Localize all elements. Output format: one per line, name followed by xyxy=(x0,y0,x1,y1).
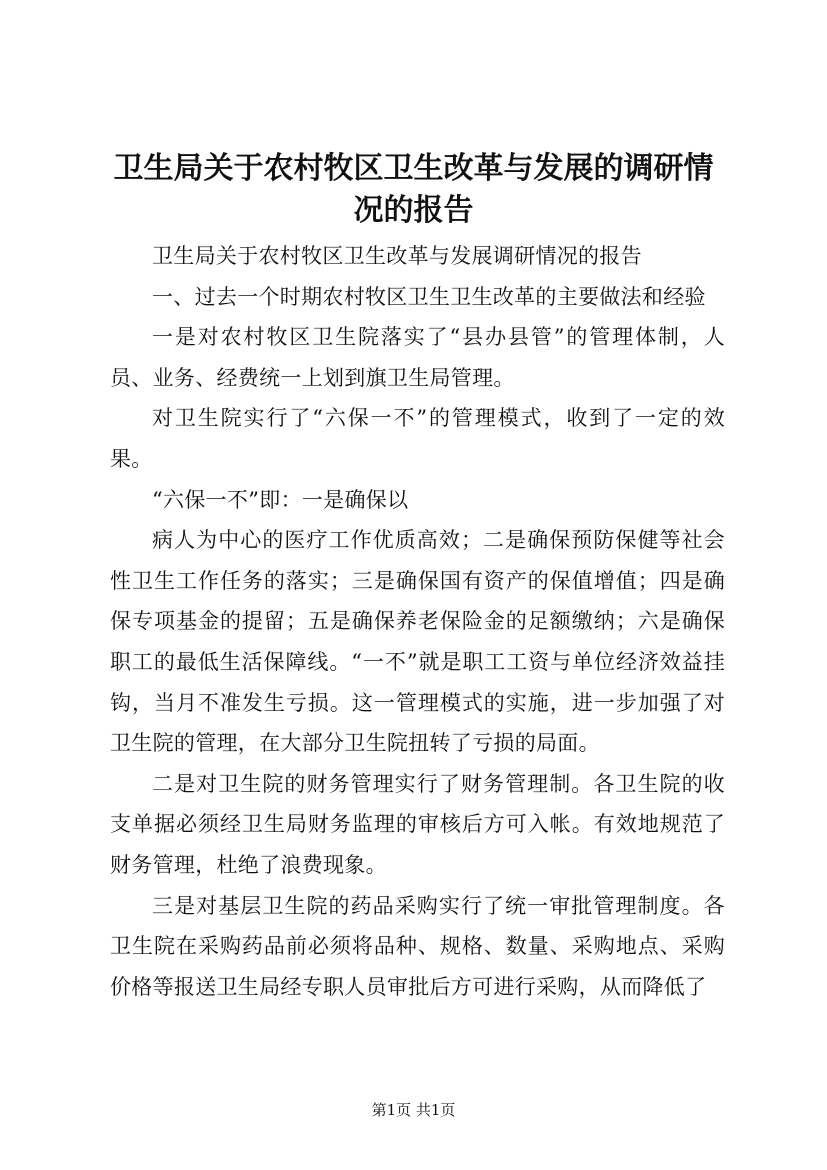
paragraph-section-heading: 一、过去一个时期农村牧区卫生卫生改革的主要做法和经验 xyxy=(152,284,706,309)
paragraph-4: 病人为中心的医疗工作优质高效；二是确保预防保健等社会性卫生工作任务的落实；三是确保国有资产的保值增值；四是确保专项基金的提留；五是确保养老保险金的足额缴纳；六是确保职工的最低生活保障线。“一不”就是职工工资与单位经济效益挂钩，当月不准发生亏损。这一管理模式的实施，进一步加强了对卫生院的管理，在大部分卫生院扭转了亏损的局面。 xyxy=(110,528,725,756)
document-body xyxy=(110,236,725,1007)
document-title: 卫生局关于农村牧区卫生改革与发展的调研情况的报告 xyxy=(113,151,714,228)
paragraph-2: 对卫生院实行了“六保一不”的管理模式，收到了一定的效果。 xyxy=(110,406,725,471)
paragraph-3: “六保一不”即：一是确保以 xyxy=(152,487,409,512)
paragraph-1: 一是对农村牧区卫生院落实了“县办县管”的管理体制，人员、业务、经费统一上划到旗卫生局管理。 xyxy=(110,325,725,390)
paragraph-6: 三是对基层卫生院的药品采购实行了统一审批管理制度。各卫生院在采购药品前必须将品种、规格、数量、采购地点、采购价格等报送卫生局经专职人员审批后方可进行采购，从而降低了 xyxy=(110,893,725,999)
paragraph-subtitle: 卫生局关于农村牧区卫生改革与发展调研情况的报告 xyxy=(152,244,642,268)
page-footer: 第1页 共1页 xyxy=(371,1101,456,1119)
paragraph-5: 二是对卫生院的财务管理实行了财务管理制。各卫生院的收支单据必须经卫生局财务监理的审核后方可入帐。有效地规范了财务管理，杜绝了浪费现象。 xyxy=(110,771,725,877)
